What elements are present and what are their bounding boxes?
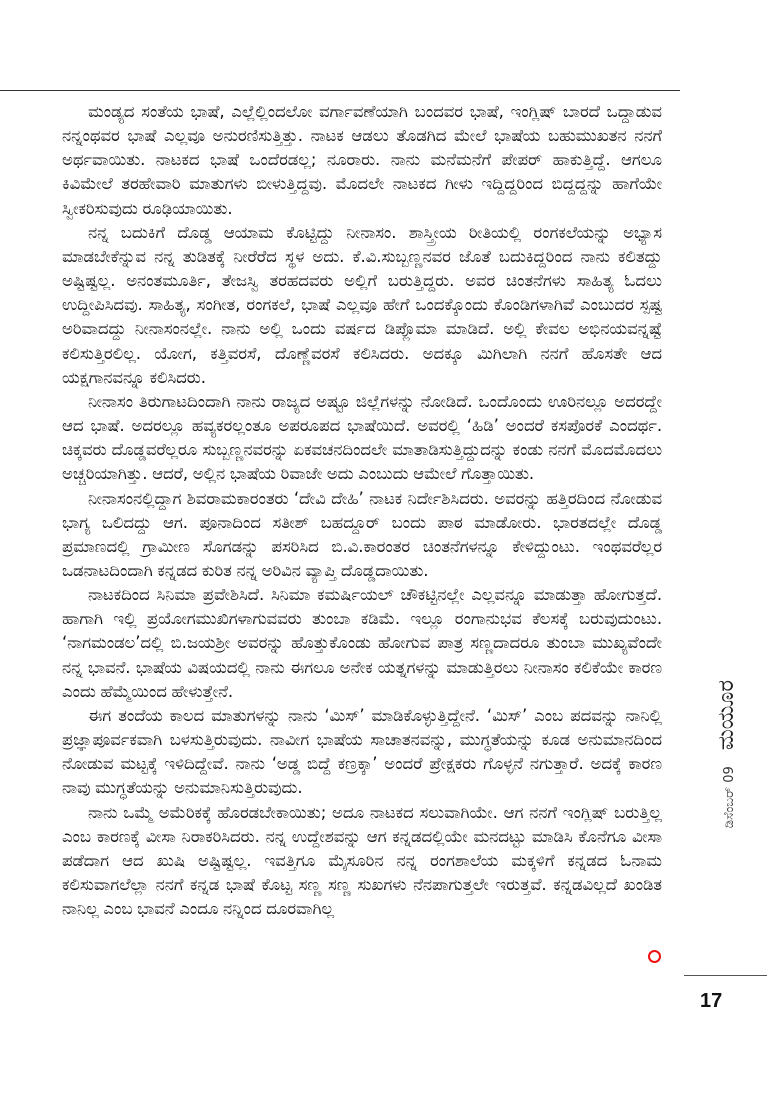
page-number: 17 <box>700 990 723 1012</box>
paragraph-5: ನಾಟಕದಿಂದ ಸಿನಿಮಾ ಪ್ರವೇಶಿಸಿದೆ. ಸಿನಿಮಾ ಕಮರ್ಷಿಯಲ್ ಚೌಕಟ್ಟಿನಲ್ಲೇ ಎಲ್ಲವನ್ನೂ ಮಾಡುತ್ತಾ ಹೋಗುತ್ತದೆ. ಹಾಗಾಗಿ ಇಲ್ಲಿ ಪ್ರಯೋಗಮುಖಿಗಳಾಗುವವರು ತುಂಬಾ ಕಡಿಮೆ. ಇಲ್ಲೂ ರಂಗಾನುಭವ ಕೆಲಸಕ್ಕೆ ಬರುವುದುಂಟು. ‘ನಾಗಮಂಡಲ’ದಲ್ಲಿ ಬಿ.ಜಯಶ್ರೀ ಅವರನ್ನು ಹೊತ್ತುಕೊಂಡು ಹೋಗುವ ಪಾತ್ರ ಸಣ್ಣದಾದರೂ ತುಂಬಾ ಮುಖ್ಯವೆಂದೇ ನನ್ನ ಭಾವನೆ. ಭಾಷೆಯ ವಿಷಯದಲ್ಲಿ ನಾನು ಈಗಲೂ ಅನೇಕ ಯತ್ನಗಳನ್ನು ಮಾಡುತ್ತಿರಲು ನೀನಾಸಂ ಕಲಿಕೆಯೇ ಕಾರಣ ಎಂದು ಹೆಮ್ಮೆಯಿಂದ ಹೇಳುತ್ತೇನೆ. <box>62 585 662 701</box>
magazine-name: ಮಯೂರ <box>714 680 739 751</box>
margin-rule <box>684 975 767 976</box>
paragraph-3: ನೀನಾಸಂ ತಿರುಗಾಟದಿಂದಾಗಿ ನಾನು ರಾಜ್ಯದ ಅಷ್ಟೂ ಜಿಲ್ಲೆಗಳನ್ನು ನೋಡಿದೆ. ಒಂದೊಂದು ಊರಿನಲ್ಲೂ ಅದರದ್ದೇ ಆದ ಭಾಷೆ. ಅದರಲ್ಲೂ ಹವ್ಯಕರಲ್ಲಂತೂ ಅಪರೂಪದ ಭಾಷೆಯಿದೆ. ಅವರಲ್ಲಿ ‘ಹಿಡಿ’ ಅಂದರೆ ಕಸಪೊರಕೆ ಎಂದರ್ಥ. ಚಿಕ್ಕವರು ದೊಡ್ಡವರೆಲ್ಲರೂ ಸುಬ್ಬಣ್ಣನವರನ್ನು ಏಕವಚನದಿಂದಲೇ ಮಾತಾಡಿಸುತ್ತಿದ್ದುದನ್ನು ಕಂಡು ನನಗೆ ಮೊದಮೊದಲು ಅಚ್ಚರಿಯಾಗಿತ್ತು. ಆದರೆ, ಅಲ್ಲಿನ ಭಾಷೆಯ ರಿವಾಜೇ ಅದು ಎಂಬುದು ಆಮೇಲೆ ಗೊತ್ತಾಯಿತು. <box>62 391 662 484</box>
top-rule <box>0 90 680 91</box>
paragraph-6: ಈಗ ತಂದೆಯ ಕಾಲದ ಮಾತುಗಳನ್ನು ನಾನು ‘ಮಿಸ್’ ಮಾಡಿಕೊಳ್ಳುತ್ತಿದ್ದೇನೆ. ‘ಮಿಸ್’ ಎಂಬ ಪದವನ್ನು ನಾನಿಲ್ಲಿ ಪ್ರಜ್ಞಾಪೂರ್ವಕವಾಗಿ ಬಳಸುತ್ತಿರುವುದು. ನಾವೀಗ ಭಾಷೆಯ ಸಾಚಾತನವನ್ನು, ಮುಗ್ಧತೆಯನ್ನು ಕೂಡ ಅನುಮಾನದಿಂದ ನೋಡುವ ಮಟ್ಟಕ್ಕೆ ಇಳಿದಿದ್ದೇವೆ. ನಾನು ‘ಅಡ್ಡ ಬಿದ್ದೆ ಕಣ್ರಕ್ಕಾ’ ಅಂದರೆ ಪ್ರೇಕ್ಷಕರು ಗೊಳ್ಳನೆ ನಗುತ್ತಾರೆ. ಅದಕ್ಕೆ ಕಾರಣ ನಾವು ಮುಗ್ಧತೆಯನ್ನು ಅನುಮಾನಿಸುತ್ತಿರುವುದು. <box>62 705 662 798</box>
article-body <box>62 100 662 921</box>
paragraph-1: ಮಂಡ್ಯದ ಸಂತೆಯ ಭಾಷೆ, ಎಲ್ಲೆಲ್ಲಿಂದಲೋ ವರ್ಗಾವಣೆಯಾಗಿ ಬಂದವರ ಭಾಷೆ, ಇಂಗ್ಲಿಷ್ ಬಾರದೆ ಒದ್ದಾಡುವ ನನ್ನಂಥವರ ಭಾಷೆ ಎಲ್ಲವೂ ಅನುರಣಿಸುತ್ತಿತ್ತು. ನಾಟಕ ಆಡಲು ತೊಡಗಿದ ಮೇಲೆ ಭಾಷೆಯ ಬಹುಮುಖತನ ನನಗೆ ಅರ್ಥವಾಯಿತು. ನಾಟಕದ ಭಾಷೆ ಒಂದೆರಡಲ್ಲ; ನೂರಾರು. ನಾನು ಮನೆಮನೆಗೆ ಪೇಪರ್ ಹಾಕುತ್ತಿದ್ದೆ. ಆಗಲೂ ಕಿವಿಮೇಲೆ ತರಹೇವಾರಿ ಮಾತುಗಳು ಬೀಳುತ್ತಿದ್ದವು. ಮೊದಲೇ ನಾಟಕದ ಗೀಳು ಇದ್ದಿದ್ದರಿಂದ ಬಿದ್ದದ್ದನ್ನು ಹಾಗೆಯೇ ಸ್ವೀಕರಿಸುವುದು ರೂಢಿಯಾಯಿತು. <box>62 102 662 218</box>
issue-date: ಡಿಸೆಂಬರ್ 09 <box>722 766 737 829</box>
paragraph-4: ನೀನಾಸಂನಲ್ಲಿದ್ದಾಗ ಶಿವರಾಮಕಾರಂತರು ‘ದೇವಿ ದೇಹಿ’ ನಾಟಕ ನಿರ್ದೇಶಿಸಿದರು. ಅವರನ್ನು ಹತ್ತಿರದಿಂದ ನೋಡುವ ಭಾಗ್ಯ ಒಲಿದದ್ದು ಆಗ. ಪೂನಾದಿಂದ ಸತೀಶ್ ಬಹದ್ದೂರ್ ಬಂದು ಪಾಠ ಮಾಡೋರು. ಭಾರತದಲ್ಲೇ ದೊಡ್ಡ ಪ್ರಮಾಣದಲ್ಲಿ ಗ್ರಾಮೀಣ ಸೊಗಡನ್ನು ಪಸರಿಸಿದ ಬಿ.ವಿ.ಕಾರಂತರ ಚಿಂತನೆಗಳನ್ನೂ ಕೇಳಿದ್ದುಂಟು. ಇಂಥವರೆಲ್ಲರ ಒಡನಾಟದಿಂದಾಗಿ ಕನ್ನಡದ ಕುರಿತ ನನ್ನ ಅರಿವಿನ ವ್ಯಾಪ್ತಿ ದೊಡ್ಡದಾಯಿತು. <box>62 488 662 580</box>
paragraph-7: ನಾನು ಒಮ್ಮೆ ಅಮೆರಿಕಕ್ಕೆ ಹೊರಡಬೇಕಾಯಿತು; ಅದೂ ನಾಟಕದ ಸಲುವಾಗಿಯೇ. ಆಗ ನನಗೆ ಇಂಗ್ಲಿಷ್ ಬರುತ್ತಿಲ್ಲ ಎಂಬ ಕಾರಣಕ್ಕೆ ವೀಸಾ ನಿರಾಕರಿಸಿದರು. ನನ್ನ ಉದ್ದೇಶವನ್ನು ಆಗ ಕನ್ನಡದಲ್ಲಿಯೇ ಮನದಟ್ಟು ಮಾಡಿಸಿ ಕೊನೆಗೂ ವೀಸಾ ಪಡೆದಾಗ ಆದ ಖುಷಿ ಅಷ್ಟಿಷ್ಟಲ್ಲ. ಇವತ್ತಿಗೂ ಮೈಸೂರಿನ ನನ್ನ ರಂಗಶಾಲೆಯ ಮಕ್ಕಳಿಗೆ ಕನ್ನಡದ ಓನಾಮ ಕಲಿಸುವಾಗಲೆಲ್ಲಾ ನನಗೆ ಕನ್ನಡ ಭಾಷೆ ಕೊಟ್ಟ ಸಣ್ಣ ಸಣ್ಣ ಸುಖಗಳು ನೆನಪಾಗುತ್ತಲೇ ಇರುತ್ತವೆ. ಕನ್ನಡವಿಲ್ಲದೆ ಖಂಡಿತ ನಾನಿಲ್ಲ ಎಂಬ ಭಾವನೆ ಎಂದೂ ನನ್ನಿಂದ ದೂರವಾಗಿಲ್ಲ <box>62 802 662 919</box>
paragraph-2: ನನ್ನ ಬದುಕಿಗೆ ದೊಡ್ಡ ಆಯಾಮ ಕೊಟ್ಟಿದ್ದು ನೀನಾಸಂ. ಶಾಸ್ತ್ರೀಯ ರೀತಿಯಲ್ಲಿ ರಂಗಕಲೆಯನ್ನು ಅಭ್ಯಾಸ ಮಾಡಬೇಕೆನ್ನುವ ನನ್ನ ತುಡಿತಕ್ಕೆ ನೀರೆರೆದ ಸ್ಥಳ ಅದು. ಕೆ.ವಿ.ಸುಬ್ಬಣ್ಣನವರ ಜೊತೆ ಬದುಕಿದ್ದರಿಂದ ನಾನು ಕಲಿತದ್ದು ಅಷ್ಟಿಷ್ಟಲ್ಲ. ಅನಂತಮೂರ್ತಿ, ತೇಜಸ್ವಿ ತರಹದವರು ಅಲ್ಲಿಗೆ ಬರುತ್ತಿದ್ದರು. ಅವರ ಚಿಂತನೆಗಳು ಸಾಹಿತ್ಯ ಓದಲು ಉದ್ದೀಪಿಸಿದವು. ಸಾಹಿತ್ಯ, ಸಂಗೀತ, ರಂಗಕಲೆ, ಭಾಷೆ ಎಲ್ಲವೂ ಹೇಗೆ ಒಂದಕ್ಕೊಂದು ಕೊಂಡಿಗಳಾಗಿವೆ ಎಂಬುದರ ಸ್ಪಷ್ಟ ಅರಿವಾದದ್ದು ನೀನಾಸಂನಲ್ಲೇ. ನಾನು ಅಲ್ಲಿ ಒಂದು ವರ್ಷದ ಡಿಪ್ಲೊಮಾ ಮಾಡಿದೆ. ಅಲ್ಲಿ ಕೇವಲ ಅಭಿನಯವನ್ನಷ್ಟೆ ಕಲಿಸುತ್ತಿರಲಿಲ್ಲ. ಯೋಗ, ಕತ್ತಿವರಸೆ, ದೊಣ್ಣೆವರಸೆ ಕಲಿಸಿದರು. ಅದಕ್ಕೂ ಮಿಗಿಲಾಗಿ ನನಗೆ ಹೊಸತೇ ಆದ ಯಕ್ಷಗಾನವನ್ನೂ ಕಲಿಸಿದರು. <box>62 222 662 387</box>
decorative-circle-icon <box>648 950 661 963</box>
